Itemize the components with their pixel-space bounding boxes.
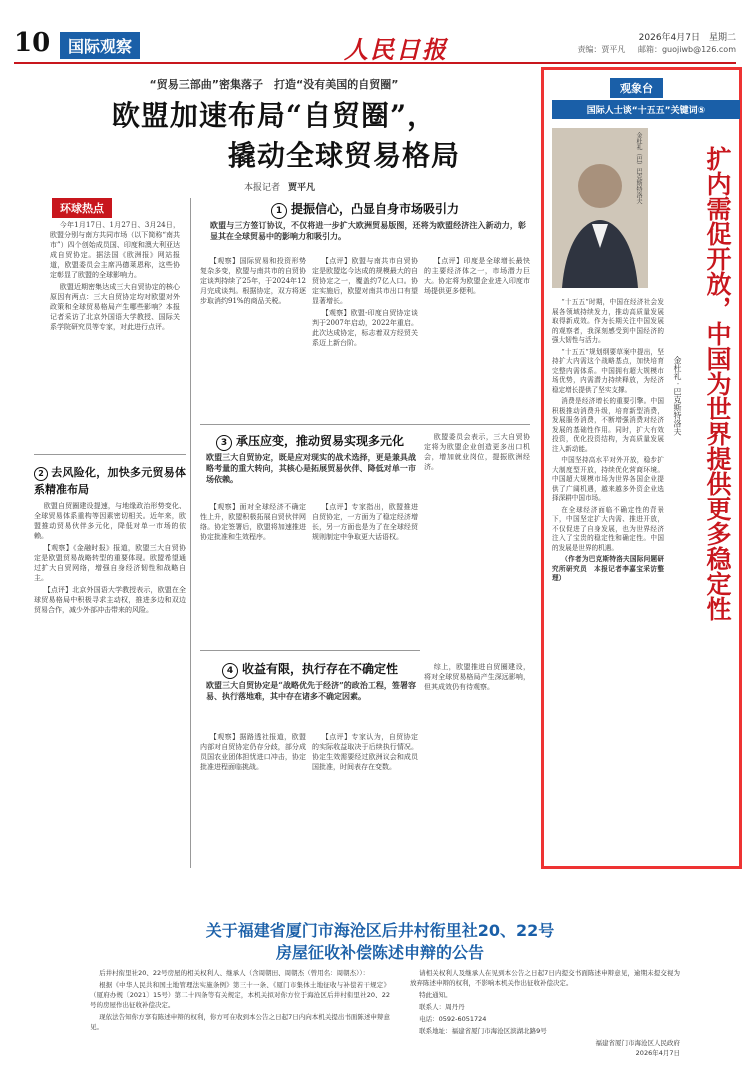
sidebar-signature: （作者为巴克斯特洛夫国际问题研究所研究员 本报记者李嘉宝采访整理） [552, 555, 664, 582]
section2-heading: 2 去风险化，加快多元贸易体系精准布局 [34, 466, 186, 496]
intro-column [50, 220, 180, 450]
section-label: 国际观察 [60, 32, 140, 59]
notice-date: 2026年4月7日 [635, 1049, 680, 1057]
editor-name: 责编：贾平凡 [577, 45, 626, 54]
sidebar-title: 扩内需促开放，中国为世界提供更多稳定性 [703, 146, 732, 621]
section3-col1: 【观察】面对全球经济不确定性上升，欧盟积极拓展自贸伙伴网络。协定签署后，欧盟将加速推进协定批准和生效程序。 [200, 503, 306, 541]
observation-sidebar [541, 67, 742, 869]
column-divider [190, 198, 191, 868]
section2-column: 2 去风险化，加快多元贸易体系精准布局 欧盟自贸圈建设提速，与地缘政治形势变化、全球贸易体系重构等因素密切相关。近年来，欧盟推动贸易伙伴多元化，降低对单一市场的依赖。 【观察】《金融时报》报道，欧盟三大自贸协定是欧盟贸易战略转型的重要体现。欧盟希望通过扩大自贸网络，增强自身经济韧性和战略自主。 【点评】北京外国语大学教授表示，欧盟在全球贸易格局中积极寻求主动权，推进多边和双边贸易合作，减少外部冲击带来的风险。 [34, 466, 186, 614]
intro-paragraph: 欧盟近期密集达成三大自贸协定的核心原因有两点：三大自贸协定均对欧盟对外政策和全球贸易格局产生哪些影响？本报记者采访了北京外国语大学教授、国际关系学院研究员等专家，对此进行点评。 [50, 283, 180, 331]
editor-email: 邮箱：guojiwb@126.com [637, 45, 736, 54]
intro-paragraph: 今年1月17日、1月27日、3月24日，欧盟分别与南方共同市场（以下简称“南共市”）四个创始成员国、印度和澳大利亚达成自贸协定。据法国《欧洲报》网站报道，欧盟委员会主席冯德莱恩称，这些协定彰显了欧盟的全球影响力。 [50, 221, 180, 279]
issue-date: 2026年4月7日 星期二 [638, 33, 736, 43]
newspaper-logo: 人民日报 [344, 35, 448, 64]
section3-heading: 3 承压应变，推动贸易实现多元化 [200, 432, 420, 451]
numeral-three-icon: 3 [216, 435, 232, 451]
numeral-one-icon: 1 [271, 203, 287, 219]
notice-title-line2: 房屋征收补偿陈述申辩的公告 [275, 943, 484, 962]
notice-title-line1: 关于福建省厦门市海沧区后井村衔里社20、22号 [205, 921, 555, 940]
public-notice [30, 878, 730, 1068]
main-article [14, 72, 534, 872]
section1-col3: 【点评】印度是全球增长最快的主要经济体之一，市场潜力巨大。协定将为欧盟企业进入印度市场提供更多便利。 [424, 257, 530, 295]
section3-lead: 欧盟三大自贸协定，既是应对现实的战术选择，更是兼具战略考量的重大转向，其核心是拓展贸易伙伴、降低对单一市场依赖。 [206, 452, 416, 484]
byline-name: 贾平凡 [288, 183, 316, 193]
section4-heading: 4 收益有限，执行存在不确定性 [200, 660, 420, 679]
section1-col1: 【观察】国际贸易和投资形势复杂多变，欧盟与南共市的自贸协定谈判持续了25年，于2024年12月完成谈判。根据协定，双方将逐步取消约91%的商品关税。 [200, 257, 306, 305]
notice-left-column: 后井村衔里社20、22号房屋的相关权利人、继承人（含周朝田、周朝杰（曾用名：周朝杰））： 根据《中华人民共和国土地管理法实施条例》第三十一条、《厦门市集体土地征收与补偿若干规定》（厦府办规〔2021〕15号）第二十四条等有关规定，本机关拟对你方位于海沧区后井村衔里社20、22号的房屋作出征收补偿决定。 现依法告知你方享有陈述申辩的权利，你方可在收到本公告之日起7日内向本机关提出书面陈述申辩意见。 [90, 969, 390, 1031]
section4-col1: 【观察】据路透社报道，欧盟内部对自贸协定仍存分歧，部分成员国农业团体担忧进口冲击，协定批准进程面临挑战。 [200, 733, 306, 771]
sidebar-label: 观象台 [610, 78, 663, 98]
page-number: 10 [14, 28, 51, 58]
numeral-four-icon: 4 [222, 663, 238, 679]
section-divider [200, 424, 530, 425]
section-divider [200, 650, 420, 651]
numeral-two-icon: 2 [34, 467, 48, 481]
section1-lead: 欧盟与三方签订协议，不仅将进一步扩大欧洲贸易版图，还将为欧盟经济注入新动力，彰显其在全球贸易中的影响力和吸引力。 [210, 220, 526, 241]
notice-issuer: 福建省厦门市海沧区人民政府 [595, 1039, 680, 1047]
section4-col3: 综上，欧盟推进自贸圈建设，将对全球贸易格局产生深远影响，但其成效仍有待观察。 [424, 663, 530, 691]
notice-right-column: 请相关权利人及继承人在见到本公告之日起7日内提交书面陈述申辩意见，逾期未提交视为放弃陈述申辩的权利，不影响本机关作出征收补偿决定。 特此通知。 联系人：周丹丹 电话：0592-6051724 联系地址：福建省厦门市海沧区滨湖北路9号 福建省厦门市海沧区人民政府 2026年4月7日 [410, 969, 680, 1057]
portrait-caption: 金杜礼（巴）巴克斯特洛夫 [635, 132, 642, 204]
section1-heading: 1 提振信心，凸显自身市场吸引力 [200, 200, 530, 219]
byline-label: 本报记者 [244, 183, 281, 193]
editor-info [567, 44, 736, 55]
section3-col3: 欧盟委员会表示，三大自贸协定将为欧盟企业创造更多出口机会，增加就业岗位，提振欧洲经济。 [424, 433, 530, 471]
masthead [14, 28, 736, 64]
sidebar-series-banner: 国际人士谈“十五五”关键词⑤ [552, 100, 740, 119]
article-headline-line2: 撬动全球贸易格局 [227, 139, 460, 172]
byline [244, 180, 315, 193]
article-headline-line1: 欧盟加速布局“自贸圈”， [111, 99, 437, 132]
sidebar-body: “十五五”时期，中国在经济社会发展各领域持续发力，推动高质量发展取得新成效。作为长期关注中国发展的观察者，我深刻感受到中国经济的强大韧性与活力。 “十五五”规划纲要草案中提出，坚持扩大内需这个战略基点，加快培育完整内需体系。中国拥有超大规模市场优势，内需潜力持续释放，为经济稳定增长提供了坚实支撑。 消费是经济增长的重要引擎。中国积极推动消费升级，培育新型消费，发展服务消费，不断增强消费对经济发展的基础性作用。同时，扩大有效投资，优化投资结构，为高质量发展注入新动能。 中国坚持高水平对外开放，稳步扩大制度型开放，持续优化营商环境。中国超大规模市场为世界各国企业提供了广阔机遇，越来越多外资企业选择深耕中国市场。 在全球经济面临不确定性的背景下，中国坚定扩大内需、推进开放，不仅促进了自身发展，也为世界经济注入了宝贵的稳定性和确定性。中国的发展是世界的机遇。 （作者为巴克斯特洛夫国际问题研究所研究员 本报记者李嘉宝采访整理） [552, 298, 664, 582]
section-divider [34, 454, 186, 455]
hot-topic-tag: 环球热点 [52, 198, 112, 218]
section3-col2: 【点评】专家指出，欧盟推进自贸协定，一方面为了稳定经济增长，另一方面也是为了在全球经贸规则制定中争取更大话语权。 [312, 503, 418, 541]
sidebar-author: 金杜礼 · 巴克斯特洛夫 [673, 356, 682, 436]
section4-col2: 【点评】专家认为，自贸协定的实际收益取决于后续执行情况。协定生效需要经过欧洲议会和成员国批准，时间表存在变数。 [312, 733, 418, 771]
section4-lead: 欧盟三大自贸协定是“战略优先于经济”的政治工程，签署容易、执行落地难，其中存在诸多不确定因素。 [206, 680, 416, 701]
section1-col2: 【点评】欧盟与南共市自贸协定是欧盟迄今达成的规模最大的自贸协定之一，覆盖约7亿人口。协定实施后，欧盟对南共市出口有望显著增长。 【观察】欧盟-印度自贸协定谈判于2007年启动，2022年重启。此次达成协定，标志着双方经贸关系迈上新台阶。 [312, 257, 418, 347]
article-kicker: “贸易三部曲”密集落子 打造“没有美国的自贸圈” [149, 78, 399, 91]
